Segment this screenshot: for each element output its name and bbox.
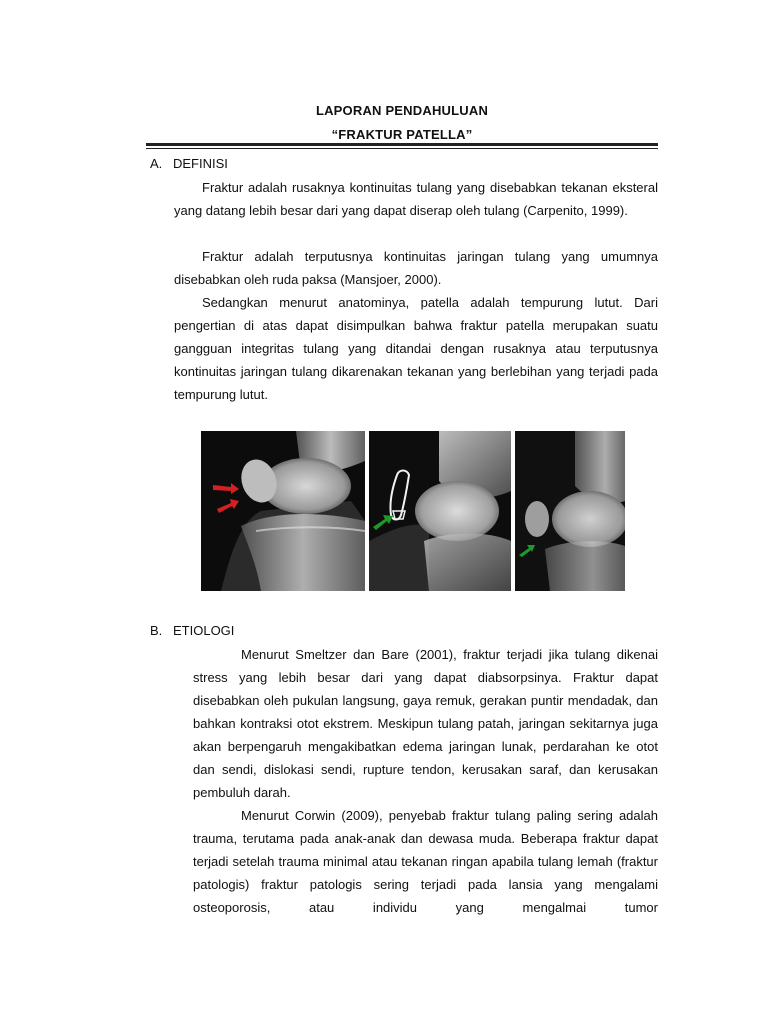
knee-xray-image-1 — [201, 431, 365, 591]
paragraph: Fraktur adalah terputusnya kontinuitas jaringan tulang yang umumnya disebabkan oleh ruda paksa (Mansjoer, 2000). — [174, 249, 658, 287]
title-rule-thin — [146, 148, 658, 149]
paragraph: Menurut Smeltzer dan Bare (2001), fraktur terjadi jika tulang dikenai stress yang lebih besar dari yang dapat diabsorpsinya. Fraktur dapat disebabkan oleh pukulan langsung, gaya remuk, gerakan puntir mendadak, dan bahkan kontraksi otot ekstrem. Meskipun tulang patah, jaringan sekitarnya juga akan berpengaruh mengakibatkan edema jaringan lunak, perdarahan ke otot dan sendi, dislokasi sendi, rupture tendon, kerusakan saraf, dan kerusakan pembuluh darah. — [193, 647, 658, 800]
section-heading-etiologi — [150, 623, 234, 638]
knee-xray-image-2 — [369, 431, 511, 591]
paragraph: Menurut Corwin (2009), penyebab fraktur tulang paling sering adalah trauma, terutama pada anak-anak dan dewasa muda. Beberapa fraktur dapat terjadi setelah trauma minimal atau tekanan ringan apabila tulang lemah (fraktur patologis) fraktur patologis sering terjadi pada lansia yang mengalami osteoporosis, atau individu yang mengalmai tumor — [193, 808, 658, 915]
document-title: LAPORAN PENDAHULUAN — [315, 103, 489, 118]
paragraph: Fraktur adalah rusaknya kontinuitas tulang yang disebabkan tekanan eksteral yang datang lebih besar dari yang dapat diserap oleh tulang (Carpenito, 1999). — [174, 180, 658, 218]
title-rule-thick — [146, 143, 658, 146]
section-number: B. — [150, 623, 163, 638]
section-title: DEFINISI — [173, 156, 228, 171]
knee-xray-image-3 — [515, 431, 625, 591]
document-subtitle: “FRAKTUR PATELLA” — [331, 127, 473, 142]
section-heading-definisi — [150, 156, 228, 171]
section-title: ETIOLOGI — [173, 623, 235, 638]
section-number: A. — [150, 156, 163, 171]
paragraph: Sedangkan menurut anatominya, patella adalah tempurung lutut. Dari pengertian di atas dapat disimpulkan bahwa fraktur patella merupakan suatu gangguan integritas tulang yang ditandai dengan rusaknya atau terputusnya kontinuitas jaringan tulang dikarenakan tekanan yang berlebihan yang terjadi pada tempurung lutut. — [174, 295, 658, 402]
